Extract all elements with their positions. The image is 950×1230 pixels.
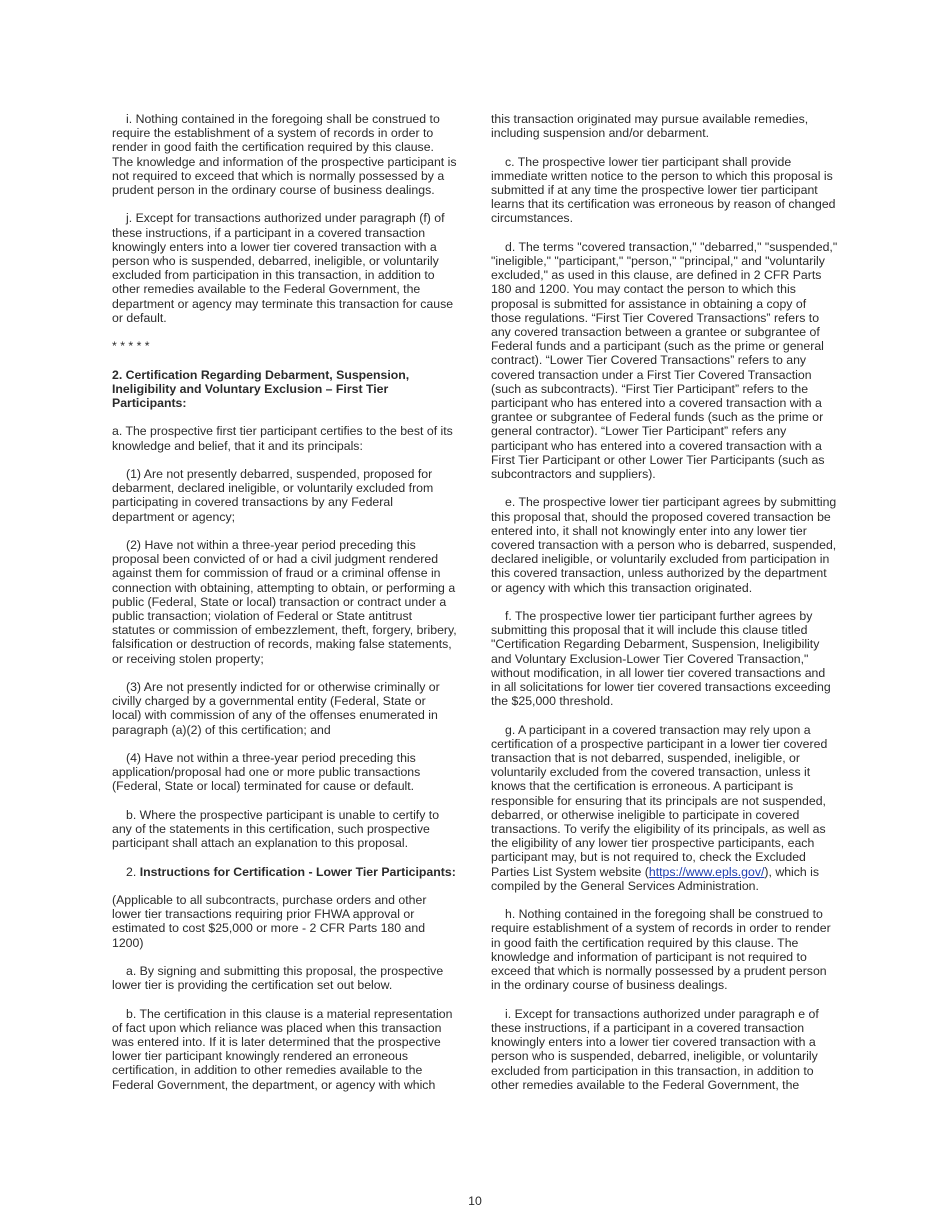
lower-paragraph-a: a. By signing and submitting this proposal, the prospective lower tier is providing the certification set out below. bbox=[112, 964, 444, 993]
applicability-note: (Applicable to all subcontracts, purchase orders and other lower tier transactions requiring prior FHWA approval or estimated to cost $25,000 or more - 2 CFR Parts 180 and 1200) bbox=[112, 893, 427, 950]
section-heading-first-tier: 2. Certification Regarding Debarment, Suspension, Ineligibility and Voluntary Exclusion – First Tier Participants: bbox=[112, 367, 410, 411]
paragraph-g bbox=[491, 723, 838, 893]
lower-paragraph-b: b. The certification in this clause is a material representation of fact upon which reliance was placed when this transaction was entered into. If it is later determined that the prospective lower tier participant knowingly rendered an erroneous certification, in addition to other remedies available to the Federal Government, the department, or agency with which bbox=[112, 1006, 453, 1092]
list-item-4: (4) Have not within a three-year period preceding this application/proposal had one or more public transactions (Federal, State or local) terminated for cause or default. bbox=[112, 751, 421, 794]
paragraph-c: c. The prospective lower tier participant shall provide immediate written notice to the person to which this proposal is submitted if at any time the prospective lower tier participant learns that its certification was erroneous by reason of changed circumstances. bbox=[491, 154, 836, 226]
paragraph-h: h. Nothing contained in the foregoing shall be construed to require establishment of a system of records in order to render in good faith the certification required by this clause. The knowledge and information of participant is not required to exceed that which is normally possessed by a prudent person in the ordinary course of business dealings. bbox=[491, 907, 831, 993]
epls-website-link[interactable]: https://www.epls.gov/ bbox=[648, 864, 765, 879]
paragraph-b: b. Where the prospective participant is unable to certify to any of the statements in this certification, such prospective participant shall attach an explanation to this proposal. bbox=[112, 807, 440, 851]
paragraph-i: i. Nothing contained in the foregoing shall be construed to require the establishment of a system of records in order to render in good faith the certification required by this clause. The knowledge and information of the prospective participant is not required to exceed that which is normally possessed by a prudent person in the ordinary course of business dealings. bbox=[112, 112, 457, 198]
paragraph-a: a. The prospective first tier participant certifies to the best of its knowledge and belief, that it and its principals: bbox=[112, 424, 453, 453]
list-item-1: (1) Are not presently debarred, suspended, proposed for debarment, declared ineligible, or voluntarily excluded from participating in covered transactions by any Federal department or agency; bbox=[112, 467, 434, 524]
left-column bbox=[112, 112, 458, 1106]
heading-text: Instructions for Certification - Lower Tier Participants: bbox=[139, 864, 456, 879]
section-heading-lower-tier bbox=[112, 865, 458, 879]
paragraph-e: e. The prospective lower tier participant agrees by submitting this proposal that, should the proposed covered transaction be entered into, it shall not knowingly enter into any lower tier covered transaction with a person who is debarred, suspended, declared ineligible, or voluntarily excluded from participation in this covered transaction, unless authorized by the department or agency with which this transaction originated. bbox=[491, 495, 837, 595]
paragraph-g-text: g. A participant in a covered transaction may rely upon a certification of a prospective participant in a lower tier covered transaction that is not debarred, suspended, ineligible, or voluntarily excluded from the covered transaction, unless it knows that the certification is erroneous. A participant is responsible for ensuring that its principals are not suspended, debarred, or otherwise ineligible to participate in covered transactions. To verify the eligibility of its principals, as well as the eligibility of any lower tier prospective participants, each participant may, but is not required to, check the Excluded Parties List System website ( bbox=[491, 722, 828, 879]
paragraph-g-text-end: ), which is compiled by the General Services Administration. bbox=[491, 864, 820, 893]
page-number: 10 bbox=[468, 1194, 482, 1208]
paragraph-i-lower: i. Except for transactions authorized under paragraph e of these instructions, if a participant in a covered transaction knowingly enters into a lower tier covered transaction with a person who is suspended, debarred, ineligible, or voluntarily excluded from participation in this transaction, in addition to other remedies available to the Federal Government, the bbox=[491, 1006, 819, 1092]
right-column bbox=[491, 112, 838, 1106]
section-separator: * * * * * bbox=[112, 339, 150, 354]
paragraph-f: f. The prospective lower tier participant further agrees by submitting this proposal that it will include this clause titled "Certification Regarding Debarment, Suspension, Ineligibility and Voluntary Exclusion-Lower Tier Covered Transaction," without modification, in all lower tier covered transactions and in all solicitations for lower tier covered transactions exceeding the $25,000 threshold. bbox=[491, 609, 831, 709]
paragraph-j: j. Except for transactions authorized under paragraph (f) of these instructions, if a participant in a covered transaction knowingly enters into a lower tier covered transaction with a person who is suspended, debarred, ineligible, or voluntarily excluded from participation in this transaction, in addition to other remedies available to the Federal Government, the department or agency may terminate this transaction for cause or default. bbox=[112, 211, 454, 325]
list-item-3: (3) Are not presently indicted for or otherwise criminally or civilly charged by a governmental entity (Federal, State or local) with commission of any of the offenses enumerated in paragraph (a)(2) of this certification; and bbox=[112, 680, 440, 737]
paragraph-d: d. The terms "covered transaction," "debarred," "suspended," "ineligible," "participant," "person," "principal," and "voluntarily excluded," as used in this clause, are defined in 2 CFR Parts 180 and 1200. You may contact the person to which this proposal is submitted for assistance in obtaining a copy of those regulations. “First Tier Covered Transactions” refers to any covered transaction between a grantee or subgrantee of Federal funds and a participant (such as the prime or general contract). “Lower Tier Covered Transactions” refers to any covered transaction under a First Tier Covered Transaction (such as subcontracts). “First Tier Participant” refers to the participant who has entered into a covered transaction with a grantee or subgrantee of Federal funds (such as the prime or general contractor). “Lower Tier Participant” refers any participant who has entered into a covered transaction with a First Tier Participant or other Lower Tier Participants (such as subcontractors and suppliers). bbox=[491, 239, 838, 482]
list-item-2: (2) Have not within a three-year period preceding this proposal been convicted of or had a civil judgment rendered against them for commission of fraud or a criminal offense in connection with obtaining, attempting to obtain, or performing a public (Federal, State or local) transaction or contract under a public transaction; violation of Federal or State antitrust statutes or commission of embezzlement, theft, forgery, bribery, falsification or destruction of records, making false statements, or receiving stolen property; bbox=[112, 538, 457, 666]
paragraph-b-continued: this transaction originated may pursue available remedies, including suspension and/or debarment. bbox=[491, 112, 809, 141]
heading-number: 2. bbox=[126, 864, 140, 879]
